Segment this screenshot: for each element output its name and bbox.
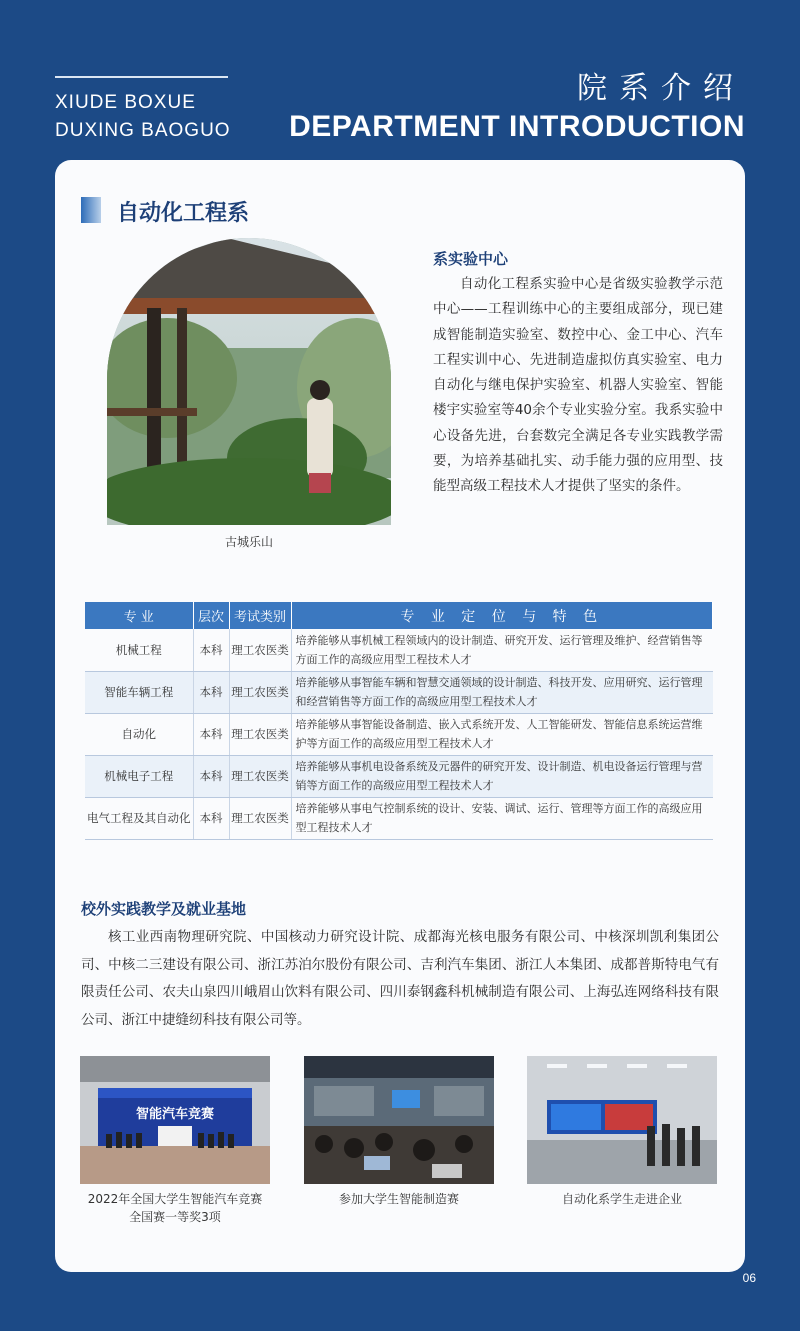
section-marker [81, 197, 101, 223]
competition-caption-line2: 全国赛一等奖3项 [129, 1210, 221, 1224]
motto-line-2: DUXING BAOGUO [55, 120, 231, 141]
section-title: 自动化工程系 [117, 201, 250, 226]
col-header-level: 层次 [193, 602, 229, 629]
manufacturing-contest-caption: 参加大学生智能制造赛 [338, 1192, 459, 1206]
major-level: 本科 [193, 671, 229, 713]
major-exam-type: 理工农医类 [229, 671, 291, 713]
major-description: 培养能够从事机电设备系统及元器件的研究开发、设计制造、机电设备运行管理与营销等方面工作的高级应用型工程技术人才 [291, 755, 713, 797]
table-row [85, 713, 713, 755]
competition-photo-illustration [80, 1056, 270, 1184]
major-level: 本科 [193, 629, 229, 671]
major-name: 机械工程 [85, 629, 193, 671]
practice-bases-title: 校外实践教学及就业基地 [81, 900, 247, 918]
motto-line-1: XIUDE BOXUE [55, 92, 196, 113]
campus-photo-caption: 古城乐山 [224, 535, 273, 549]
major-exam-type: 理工农医类 [229, 797, 291, 839]
majors-table [85, 602, 713, 840]
page-title-en: DEPARTMENT INTRODUCTION [289, 110, 745, 143]
table-row [85, 797, 713, 839]
major-level: 本科 [193, 755, 229, 797]
major-name: 电气工程及其自动化 [85, 797, 193, 839]
majors-table-header [85, 602, 713, 629]
enterprise-visit-illustration [527, 1056, 717, 1184]
page-number: 06 [742, 1271, 756, 1285]
major-description: 培养能够从事机械工程领域内的设计制造、研究开发、运行管理及维护、经营销售等方面工作的高级应用型工程技术人才 [291, 629, 713, 671]
competition-photo [80, 1056, 270, 1184]
major-description: 培养能够从事智能车辆和智慧交通领域的设计制造、科技开发、应用研究、运行管理和经营销售等方面工作的高级应用型工程技术人才 [291, 671, 713, 713]
manufacturing-contest-illustration [304, 1056, 494, 1184]
page-title-cn: 院系介绍 [577, 71, 745, 106]
table-row [85, 671, 713, 713]
major-exam-type: 理工农医类 [229, 755, 291, 797]
lab-center-title: 系实验中心 [433, 250, 509, 268]
campus-photo-illustration [107, 238, 391, 525]
table-row [85, 629, 713, 671]
major-level: 本科 [193, 713, 229, 755]
competition-photo-caption [70, 1190, 280, 1226]
major-description: 培养能够从事电气控制系统的设计、安装、调试、运行、管理等方面工作的高级应用型工程技术人才 [291, 797, 713, 839]
competition-caption-line1: 2022年全国大学生智能汽车竞赛 [87, 1192, 263, 1206]
major-description: 培养能够从事智能设备制造、嵌入式系统开发、人工智能研发、智能信息系统运营维护等方面工作的高级应用型工程技术人才 [291, 713, 713, 755]
practice-bases-text: 核工业西南物理研究院、中国核动力研究设计院、成都海光核电服务有限公司、中核深圳凯利集团公司、中核二三建设有限公司、浙江苏泊尔股份有限公司、吉利汽车集团、浙江人本集团、成都普斯特电气有限责任公司、农夫山泉四川峨眉山饮料有限公司、四川泰钢鑫科机械制造有限公司、上海弘连网络科技有限公司、浙江中捷缝纫科技有限公司等。 [81, 929, 719, 1028]
col-header-positioning: 专 业 定 位 与 特 色 [291, 602, 713, 629]
major-name: 智能车辆工程 [85, 671, 193, 713]
lab-center-text: 自动化工程系实验中心是省级实验教学示范中心——工程训练中心的主要组成部分，现已建成智能制造实验室、数控中心、金工中心、汽车工程实训中心、先进制造虚拟仿真实验室、电力自动化与继电保护实验室、机器人实验室、智能楼宇实验室等40余个专业实验分室。我系实验中心设备先进，台套数完全满足各专业实践教学需要，为培养基础扎实、动手能力强的应用型、技能型高级工程技术人才提供了坚实的条件。 [433, 276, 723, 495]
col-header-major: 专 业 [85, 602, 193, 629]
table-row [85, 755, 713, 797]
enterprise-visit-caption: 自动化系学生走进企业 [561, 1192, 682, 1206]
campus-photo [107, 238, 391, 525]
major-exam-type: 理工农医类 [229, 713, 291, 755]
enterprise-visit-photo [527, 1056, 717, 1184]
col-header-exam-type: 考试类别 [229, 602, 291, 629]
major-exam-type: 理工农医类 [229, 629, 291, 671]
header-rule [55, 76, 228, 78]
major-name: 机械电子工程 [85, 755, 193, 797]
competition-banner-text: 智能汽车竞赛 [135, 1107, 215, 1122]
content-card [55, 160, 745, 1272]
major-level: 本科 [193, 797, 229, 839]
major-name: 自动化 [85, 713, 193, 755]
manufacturing-contest-photo [304, 1056, 494, 1184]
